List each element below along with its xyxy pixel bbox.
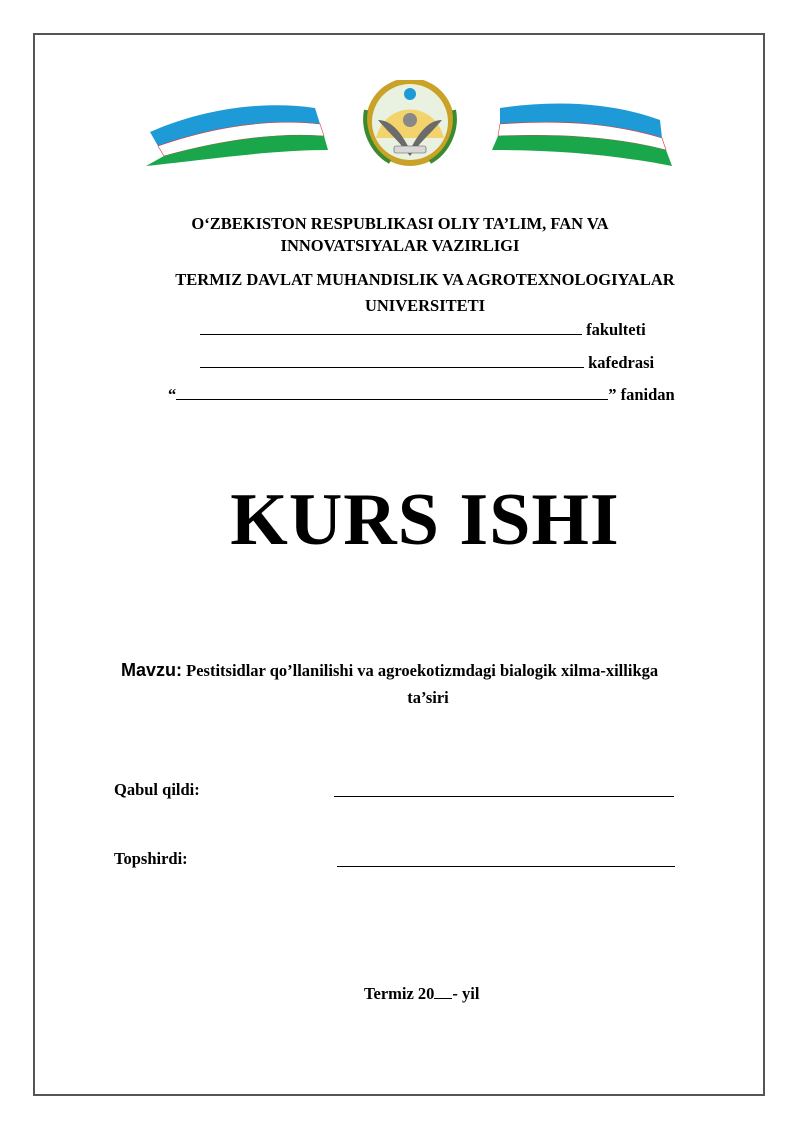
department-field xyxy=(200,353,654,373)
page-border xyxy=(33,33,765,1096)
faculty-field xyxy=(200,320,646,340)
left-flag-icon xyxy=(146,105,328,166)
department-blank[interactable] xyxy=(200,367,584,368)
subject-label: ” fanidan xyxy=(608,385,675,404)
topic-line-2: ta’siri xyxy=(407,688,449,707)
year-blank[interactable] xyxy=(434,998,452,999)
right-flag-icon xyxy=(492,104,672,166)
subject-blank[interactable] xyxy=(176,399,608,400)
university-line-1: TERMIZ DAVLAT MUHANDISLIK VA AGROTEXNOLOGIYALAR xyxy=(175,270,675,289)
faculty-blank[interactable] xyxy=(200,334,582,335)
coat-of-arms-icon xyxy=(365,80,455,166)
topic-line-1 xyxy=(121,660,658,681)
ministry-line-2: INNOVATSIYALAR VAZIRLIGI xyxy=(280,236,520,255)
ministry-line-1: O‘ZBEKISTON RESPUBLIKASI OLIY TA’LIM, FAN VA xyxy=(191,214,609,233)
topic-label: Mavzu: xyxy=(121,660,183,680)
city-year-prefix: Termiz 20 xyxy=(364,984,435,1003)
state-emblem-banner xyxy=(140,80,680,170)
city-year xyxy=(364,984,479,1004)
city-year-suffix: - yil xyxy=(452,984,480,1003)
submitted-signature-line[interactable] xyxy=(337,866,675,867)
department-label: kafedrasi xyxy=(588,353,655,372)
document-title: KURS ISHI xyxy=(230,479,620,561)
accepted-signature-line[interactable] xyxy=(334,796,674,797)
university-line-2: UNIVERSITETI xyxy=(364,296,486,315)
topic-text-1: Pestitsidlar qo’llanilishi va agroekotizmdagi bialogik xilma-xillikga xyxy=(186,661,659,680)
faculty-label: fakulteti xyxy=(586,320,646,339)
submitted-label: Topshirdi: xyxy=(114,849,188,868)
accepted-label: Qabul qildi: xyxy=(114,780,200,799)
subject-field xyxy=(168,385,675,405)
subject-open-quote: “ xyxy=(168,385,177,404)
